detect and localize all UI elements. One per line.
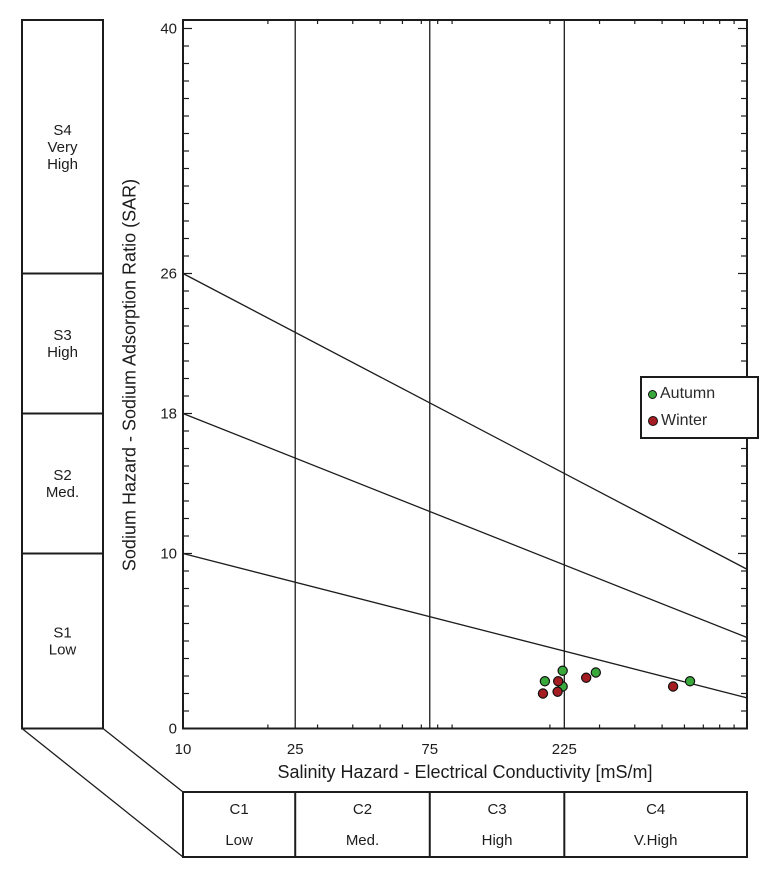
salinity-class-label-c2: Med. xyxy=(345,832,380,849)
salinity-class-code-c2: C2 xyxy=(352,801,373,818)
data-point-autumn xyxy=(558,666,567,675)
sodium-class-label-s2: Med. xyxy=(45,484,80,501)
salinity-class-label-c4: V.High xyxy=(633,832,678,849)
legend-label-autumn: Autumn xyxy=(660,385,716,403)
salinity-class-label-c1: Low xyxy=(225,832,253,849)
sodium-class-label-s1: S1 xyxy=(53,624,72,642)
y-tick-label-26: 26 xyxy=(160,265,177,283)
salinity-class-code-c3: C3 xyxy=(487,801,507,818)
data-point-winter xyxy=(669,682,678,691)
y-tick-label-18: 18 xyxy=(160,405,177,423)
x-tick-label-25: 25 xyxy=(286,741,304,758)
class-line-2 xyxy=(183,554,747,698)
data-point-winter xyxy=(538,689,547,698)
sodium-class-label-s3: S3 xyxy=(53,327,72,344)
y-tick-label-10: 10 xyxy=(160,545,177,563)
legend xyxy=(640,376,759,439)
data-point-autumn xyxy=(685,677,694,686)
y-tick-label-40: 40 xyxy=(160,20,177,38)
connector-lower xyxy=(22,729,183,858)
connector-upper xyxy=(103,729,183,793)
x-tick-label-75: 75 xyxy=(421,741,439,758)
sodium-class-label-s1: Low xyxy=(48,641,77,659)
sodium-class-label-s2: S2 xyxy=(53,467,72,484)
sodium-class-label-s3: High xyxy=(47,344,78,361)
y-tick-label-0: 0 xyxy=(168,720,177,738)
legend-item-winter xyxy=(648,413,757,429)
legend-item-autumn xyxy=(648,386,757,402)
sodium-class-label-s4: S4 xyxy=(53,121,72,139)
y-axis-title: Sodium Hazard - Sodium Adsorption Ratio (SAR) xyxy=(119,178,140,572)
autumn-marker-icon xyxy=(648,390,657,399)
winter-marker-icon xyxy=(648,416,658,426)
salinity-class-label-c3: High xyxy=(481,832,513,849)
plot-border xyxy=(183,20,747,729)
data-point-winter xyxy=(582,673,591,682)
salinity-class-code-c4: C4 xyxy=(646,801,666,818)
data-point-autumn xyxy=(540,677,549,686)
x-tick-label-10: 10 xyxy=(174,741,192,758)
data-point-winter xyxy=(554,677,563,686)
legend-label-winter: Winter xyxy=(661,411,708,429)
x-tick-label-225: 225 xyxy=(551,741,577,758)
data-point-autumn xyxy=(591,668,600,677)
sodium-class-label-s4: High xyxy=(47,155,78,173)
data-point-winter xyxy=(553,687,562,696)
sodium-class-label-s4: Very xyxy=(47,138,78,156)
x-axis-title: Salinity Hazard - Electrical Conductivity [mS/m] xyxy=(277,762,653,782)
salinity-class-code-c1: C1 xyxy=(229,801,249,818)
